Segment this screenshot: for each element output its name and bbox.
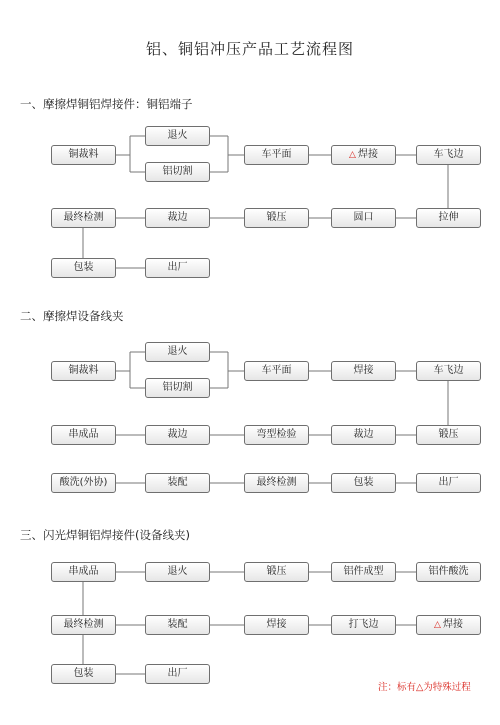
node-label: 焊接	[353, 365, 374, 376]
node-label: 车飞边	[433, 365, 464, 376]
node-label: 包装	[353, 477, 374, 488]
node-label: 焊接	[266, 619, 287, 630]
node-label: 铜裁料	[68, 365, 99, 376]
section-1-heading: 一、摩擦焊铜铝焊接件：铜铝端子	[20, 97, 193, 111]
special-process-marker-icon: △	[349, 150, 356, 160]
special-process-marker-icon: △	[434, 620, 441, 630]
node-label: 退火	[167, 566, 188, 577]
process-node	[145, 473, 210, 493]
process-node	[51, 145, 116, 165]
node-label: 锻压	[438, 429, 459, 440]
process-node	[331, 615, 396, 635]
process-node	[145, 378, 210, 398]
node-label: 焊接	[357, 149, 378, 160]
process-node-special	[416, 615, 481, 635]
process-node	[244, 425, 309, 445]
process-node	[51, 562, 116, 582]
process-node	[331, 473, 396, 493]
process-node	[51, 258, 116, 278]
process-node	[331, 425, 396, 445]
process-node	[244, 361, 309, 381]
node-label: 最终检测	[63, 212, 104, 223]
process-node	[416, 425, 481, 445]
node-label: 出厂	[438, 477, 459, 488]
process-node	[331, 361, 396, 381]
process-node	[145, 208, 210, 228]
node-label: 裁边	[167, 429, 188, 440]
section-2-heading: 二、摩擦焊设备线夹	[20, 309, 124, 323]
process-node	[244, 473, 309, 493]
process-node	[145, 258, 210, 278]
node-label: 退火	[167, 130, 188, 141]
node-label: 包装	[73, 668, 94, 679]
node-label: 拉伸	[438, 212, 459, 223]
node-label: 最终检测	[63, 619, 104, 630]
node-label: 装配	[167, 619, 188, 630]
node-label: 铝切割	[162, 166, 193, 177]
process-node	[331, 208, 396, 228]
node-label: 锻压	[266, 566, 287, 577]
process-node-special	[331, 145, 396, 165]
process-node	[51, 208, 116, 228]
node-label: 退火	[167, 346, 188, 357]
process-node	[51, 361, 116, 381]
node-label: 铝件成型	[343, 566, 384, 577]
node-label: 车飞边	[433, 149, 464, 160]
process-node	[145, 562, 210, 582]
process-node	[244, 562, 309, 582]
node-label: 出厂	[167, 262, 188, 273]
process-node	[244, 615, 309, 635]
node-label: 车平面	[261, 149, 292, 160]
node-label: 出厂	[167, 668, 188, 679]
node-label: 酸洗(外协)	[59, 477, 108, 488]
process-node	[51, 473, 116, 493]
node-label: 铜裁料	[68, 149, 99, 160]
process-node	[51, 425, 116, 445]
node-label: 串成品	[68, 429, 99, 440]
node-label: 焊接	[442, 619, 463, 630]
process-node	[51, 664, 116, 684]
node-label: 裁边	[353, 429, 374, 440]
process-node	[416, 145, 481, 165]
process-node	[145, 342, 210, 362]
page-title: 铝、铜铝冲压产品工艺流程图	[145, 40, 354, 58]
node-label: 锻压	[266, 212, 287, 223]
node-label: 包装	[73, 262, 94, 273]
footnote: 注：标有△为特殊过程	[378, 682, 471, 693]
process-node	[416, 208, 481, 228]
process-node	[416, 473, 481, 493]
process-node	[145, 615, 210, 635]
process-node	[145, 162, 210, 182]
process-node	[244, 208, 309, 228]
node-label: 裁边	[167, 212, 188, 223]
process-node	[145, 126, 210, 146]
node-label: 铝件酸洗	[428, 566, 469, 577]
node-label: 弯型检验	[256, 429, 297, 440]
process-node	[145, 664, 210, 684]
node-label: 最终检测	[256, 477, 297, 488]
section-3-heading: 三、闪光焊铜铝焊接件(设备线夹)	[20, 528, 190, 542]
process-node	[416, 361, 481, 381]
process-node	[51, 615, 116, 635]
node-label: 打飞边	[348, 619, 379, 630]
node-label: 铝切割	[162, 382, 193, 393]
node-label: 装配	[167, 477, 188, 488]
process-node	[244, 145, 309, 165]
process-node	[416, 562, 481, 582]
node-label: 车平面	[261, 365, 292, 376]
process-node	[145, 425, 210, 445]
node-label: 圆口	[353, 212, 374, 223]
process-node	[331, 562, 396, 582]
node-label: 串成品	[68, 566, 99, 577]
